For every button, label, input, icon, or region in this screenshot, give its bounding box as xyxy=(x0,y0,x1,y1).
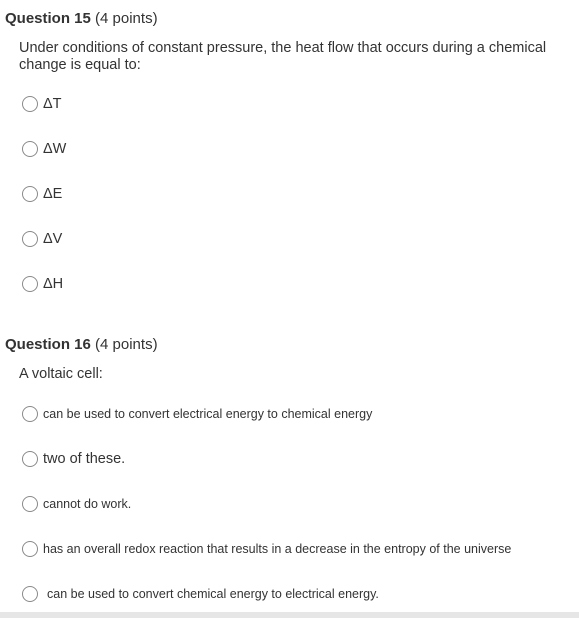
answer-label[interactable]: cannot do work. xyxy=(43,497,132,511)
answer-label[interactable]: ΔH xyxy=(43,276,64,292)
radio-button[interactable] xyxy=(22,276,38,292)
answer-option[interactable] xyxy=(22,229,62,249)
question-points: (4 points) xyxy=(95,10,158,27)
question-header xyxy=(5,336,158,353)
answer-label[interactable]: has an overall redox reaction that results in a decrease in the entropy of the universe xyxy=(43,542,512,556)
answer-option[interactable] xyxy=(22,139,66,159)
page-bottom-divider xyxy=(0,612,579,618)
question-prompt: A voltaic cell: xyxy=(19,366,103,382)
answer-label[interactable]: two of these. xyxy=(43,451,126,467)
answer-option[interactable] xyxy=(22,449,125,469)
answer-option[interactable] xyxy=(22,539,511,559)
answer-option[interactable] xyxy=(22,494,131,514)
question-title: Question 16 xyxy=(5,336,91,353)
radio-button[interactable] xyxy=(22,496,38,512)
answer-label[interactable]: can be used to convert chemical energy to electrical energy. xyxy=(47,587,379,601)
answer-option[interactable] xyxy=(22,584,379,604)
radio-button[interactable] xyxy=(22,96,38,112)
question-prompt: Under conditions of constant pressure, the heat flow that occurs during a chemical change is equal to: xyxy=(19,40,547,73)
answer-option[interactable] xyxy=(22,404,372,424)
radio-button[interactable] xyxy=(22,186,38,202)
answer-label[interactable]: ΔE xyxy=(43,186,63,202)
answer-label[interactable]: can be used to convert electrical energy to chemical energy xyxy=(43,407,373,421)
question-title: Question 15 xyxy=(5,10,91,27)
radio-button[interactable] xyxy=(22,141,38,157)
radio-button[interactable] xyxy=(22,586,38,602)
radio-button[interactable] xyxy=(22,541,38,557)
answer-label[interactable]: ΔV xyxy=(43,231,63,247)
radio-button[interactable] xyxy=(22,406,38,422)
radio-button[interactable] xyxy=(22,451,38,467)
question-points: (4 points) xyxy=(95,336,158,353)
answer-option[interactable] xyxy=(22,274,63,294)
question-header xyxy=(5,10,158,27)
answer-label[interactable]: ΔW xyxy=(43,141,67,157)
answer-option[interactable] xyxy=(22,184,62,204)
answer-option[interactable] xyxy=(22,94,62,114)
answer-label[interactable]: ΔT xyxy=(43,96,62,112)
radio-button[interactable] xyxy=(22,231,38,247)
